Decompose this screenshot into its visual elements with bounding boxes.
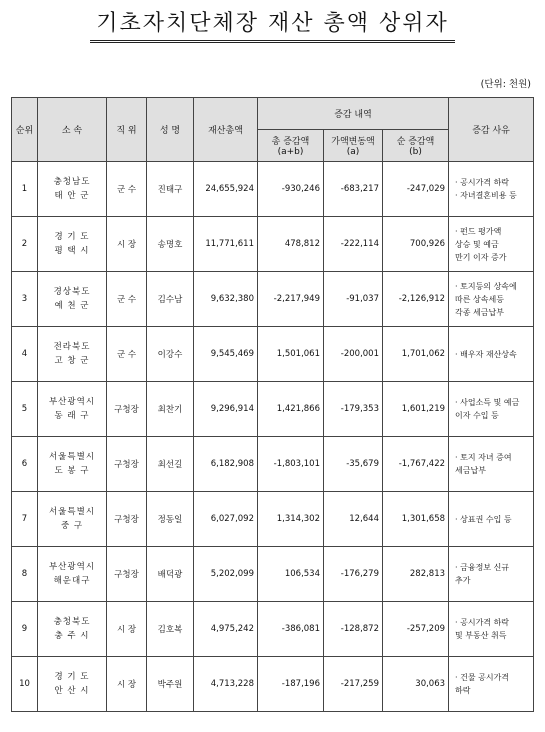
reason-line: · 공시가격 하락 <box>455 178 510 187</box>
header-rank: 순위 <box>12 98 38 162</box>
total-cell: 9,545,469 <box>194 327 258 382</box>
region-cell <box>38 492 107 547</box>
position-cell: 시 장 <box>107 657 147 712</box>
region-line: 평 택 시 <box>54 246 90 256</box>
name-cell: 박주원 <box>147 657 194 712</box>
net-change-cell: 700,926 <box>383 217 449 272</box>
reason-cell <box>449 437 534 492</box>
table-row <box>12 437 534 492</box>
region-line: 경상북도 <box>53 287 91 297</box>
region-line: 태 안 군 <box>54 191 90 201</box>
region-line: 도 봉 구 <box>54 466 90 476</box>
table-row <box>12 217 534 272</box>
table-row <box>12 382 534 437</box>
reason-line: · 금융정보 신규 <box>455 563 510 572</box>
reason-cell <box>449 602 534 657</box>
name-cell: 최선길 <box>147 437 194 492</box>
reason-line: 각종 세금납부 <box>455 307 504 317</box>
rank-cell: 8 <box>12 547 38 602</box>
reason-line: 이자 수입 등 <box>455 411 499 420</box>
net-change-cell: 1,601,219 <box>383 382 449 437</box>
reason-cell <box>449 272 534 327</box>
reason-cell <box>449 162 534 217</box>
price-change-cell: -35,679 <box>324 437 383 492</box>
name-cell: 최찬기 <box>147 382 194 437</box>
header-region: 소 속 <box>38 98 107 162</box>
price-change-cell: -128,872 <box>324 602 383 657</box>
position-cell: 구청장 <box>107 547 147 602</box>
position-cell: 시 장 <box>107 217 147 272</box>
rank-cell: 2 <box>12 217 38 272</box>
header-price-change: 가액변동액 (a) <box>324 130 383 162</box>
region-line: 동 래 구 <box>54 411 90 421</box>
name-cell: 이강수 <box>147 327 194 382</box>
reason-cell <box>449 217 534 272</box>
region-cell <box>38 327 107 382</box>
price-change-cell: -217,259 <box>324 657 383 712</box>
region-line: 경 기 도 <box>54 672 90 682</box>
reason-line: · 펀드 평가액 <box>455 226 502 236</box>
change-total-cell: -187,196 <box>258 657 324 712</box>
table-row <box>12 162 534 217</box>
region-line: 전라북도 <box>53 342 91 352</box>
price-change-cell: -222,114 <box>324 217 383 272</box>
region-line: 경 기 도 <box>54 232 90 242</box>
table-row <box>12 272 534 327</box>
header-reason: 증감 사유 <box>449 98 534 162</box>
region-cell <box>38 217 107 272</box>
reason-line: 세금납부 <box>455 466 486 475</box>
price-change-cell: 12,644 <box>324 492 383 547</box>
header-change-group: 증감 내역 <box>258 98 449 130</box>
reason-cell <box>449 327 534 382</box>
region-cell <box>38 547 107 602</box>
header-position: 직 위 <box>107 98 147 162</box>
total-cell: 4,713,228 <box>194 657 258 712</box>
region-line: 충청북도 <box>53 617 91 627</box>
region-line: 부산광역시 <box>48 562 96 572</box>
price-change-cell: -683,217 <box>324 162 383 217</box>
reason-line: 상승 및 예금 <box>455 239 499 249</box>
change-total-cell: -1,803,101 <box>258 437 324 492</box>
reason-line: 및 부동산 취득 <box>455 631 507 640</box>
header-net-change: 순 증감액 (b) <box>383 130 449 162</box>
region-line: 고 창 군 <box>54 356 90 366</box>
total-cell: 5,202,099 <box>194 547 258 602</box>
region-line: 중 구 <box>60 521 84 531</box>
reason-line: 따른 상속세등 <box>455 294 504 304</box>
region-line: 충청남도 <box>53 177 91 187</box>
header-row-1 <box>12 98 534 130</box>
position-cell: 구청장 <box>107 437 147 492</box>
change-total-cell: 106,534 <box>258 547 324 602</box>
net-change-cell: -1,767,422 <box>383 437 449 492</box>
header-name: 성 명 <box>147 98 194 162</box>
price-change-cell: -200,001 <box>324 327 383 382</box>
region-line: 충 주 시 <box>54 631 90 641</box>
rank-cell: 4 <box>12 327 38 382</box>
rank-cell: 7 <box>12 492 38 547</box>
reason-line: · 자녀결혼비용 등 <box>455 191 517 200</box>
region-line: 부산광역시 <box>48 397 96 407</box>
asset-table <box>11 97 534 712</box>
name-cell: 정동일 <box>147 492 194 547</box>
region-cell <box>38 657 107 712</box>
reason-line: · 건물 공시가격 <box>455 673 510 682</box>
reason-cell <box>449 382 534 437</box>
table-row <box>12 657 534 712</box>
rank-cell: 3 <box>12 272 38 327</box>
table-row <box>12 547 534 602</box>
name-cell: 김수남 <box>147 272 194 327</box>
reason-line: · 상표권 수입 등 <box>455 514 512 524</box>
rank-cell: 10 <box>12 657 38 712</box>
region-cell <box>38 437 107 492</box>
region-cell <box>38 602 107 657</box>
page-title: 기초자치단체장 재산 총액 상위자 <box>90 6 455 43</box>
reason-line: 추가 <box>455 576 471 585</box>
net-change-cell: -2,126,912 <box>383 272 449 327</box>
region-cell <box>38 382 107 437</box>
change-total-cell: 478,812 <box>258 217 324 272</box>
total-cell: 9,632,380 <box>194 272 258 327</box>
change-total-cell: -2,217,949 <box>258 272 324 327</box>
reason-cell <box>449 657 534 712</box>
price-change-cell: -179,353 <box>324 382 383 437</box>
reason-cell <box>449 547 534 602</box>
header-total: 재산총액 <box>194 98 258 162</box>
region-cell <box>38 272 107 327</box>
rank-cell: 5 <box>12 382 38 437</box>
name-cell: 진태구 <box>147 162 194 217</box>
name-cell: 배덕광 <box>147 547 194 602</box>
table-body <box>12 162 534 712</box>
rank-cell: 9 <box>12 602 38 657</box>
title-wrap <box>0 6 545 43</box>
position-cell: 시 장 <box>107 602 147 657</box>
unit-label: (단위: 천원) <box>480 79 531 90</box>
region-cell <box>38 162 107 217</box>
reason-line: 만기 이자 증가 <box>455 252 507 262</box>
region-line: 서울특별시 <box>48 452 96 462</box>
net-change-cell: -247,029 <box>383 162 449 217</box>
price-change-cell: -91,037 <box>324 272 383 327</box>
net-change-cell: 1,701,062 <box>383 327 449 382</box>
reason-line: · 공시가격 하락 <box>455 618 510 627</box>
reason-line: · 사업소득 및 예금 <box>455 398 520 407</box>
rank-cell: 1 <box>12 162 38 217</box>
total-cell: 4,975,242 <box>194 602 258 657</box>
net-change-cell: 30,063 <box>383 657 449 712</box>
reason-line: · 토지등의 상속에 <box>455 281 517 291</box>
reason-line: 하락 <box>455 686 471 695</box>
net-change-cell: 282,813 <box>383 547 449 602</box>
position-cell: 구청장 <box>107 382 147 437</box>
total-cell: 11,771,611 <box>194 217 258 272</box>
reason-line: · 토지 자녀 증여 <box>455 453 512 462</box>
table-row <box>12 492 534 547</box>
total-cell: 24,655,924 <box>194 162 258 217</box>
net-change-cell: -257,209 <box>383 602 449 657</box>
total-cell: 6,182,908 <box>194 437 258 492</box>
header-change-total: 총 증감액 (a+b) <box>258 130 324 162</box>
table-row <box>12 327 534 382</box>
reason-cell <box>449 492 534 547</box>
region-line: 해운대구 <box>53 576 91 586</box>
total-cell: 9,296,914 <box>194 382 258 437</box>
change-total-cell: 1,501,061 <box>258 327 324 382</box>
region-line: 예 천 군 <box>54 301 90 311</box>
change-total-cell: -386,081 <box>258 602 324 657</box>
region-line: 서울특별시 <box>48 507 96 517</box>
change-total-cell: -930,246 <box>258 162 324 217</box>
position-cell: 군 수 <box>107 162 147 217</box>
name-cell: 송명호 <box>147 217 194 272</box>
change-total-cell: 1,421,866 <box>258 382 324 437</box>
price-change-cell: -176,279 <box>324 547 383 602</box>
net-change-cell: 1,301,658 <box>383 492 449 547</box>
change-total-cell: 1,314,302 <box>258 492 324 547</box>
reason-line: · 배우자 재산상속 <box>455 349 517 359</box>
table-row <box>12 602 534 657</box>
position-cell: 군 수 <box>107 272 147 327</box>
rank-cell: 6 <box>12 437 38 492</box>
total-cell: 6,027,092 <box>194 492 258 547</box>
region-line: 안 산 시 <box>54 686 90 696</box>
name-cell: 김호복 <box>147 602 194 657</box>
position-cell: 구청장 <box>107 492 147 547</box>
position-cell: 군 수 <box>107 327 147 382</box>
